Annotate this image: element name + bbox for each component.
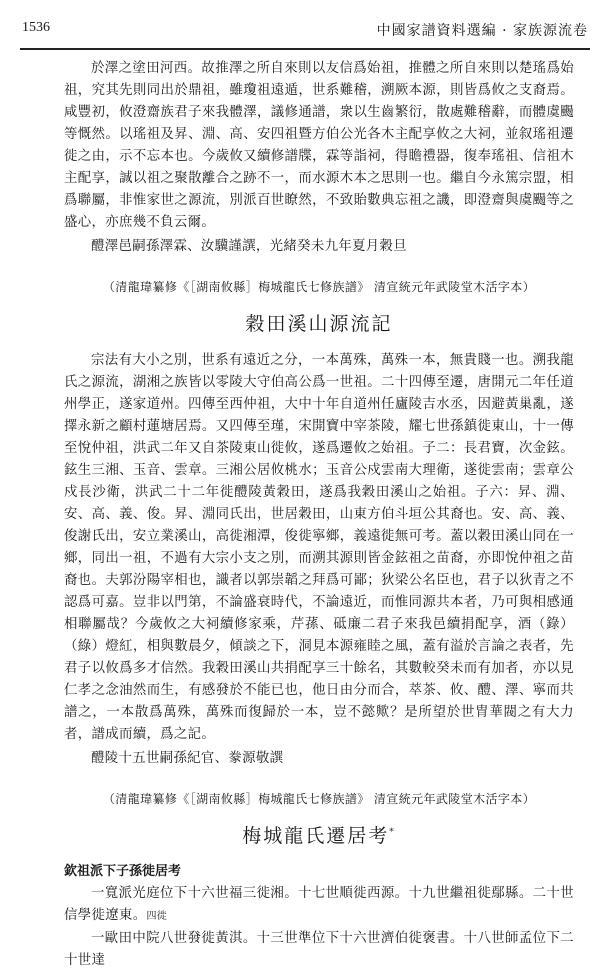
subheading: 欽祖派下子孫徙居考 [64, 864, 182, 879]
source-citation: （清龍瑋纂修《［湖南攸縣］梅城龍氏七修族譜》 清宣統元年武陵堂木活字本） [102, 280, 536, 294]
inline-note: 四徙 [146, 911, 168, 922]
page-header [20, 12, 590, 50]
section-title-text: 梅城龍氏遷居考 [242, 825, 390, 847]
page-body [64, 58, 574, 972]
paragraph: 於澤之塗田河西。故推澤之所自來則以友信爲始祖，推體之所自來則以楚瑤爲始祖，究其先則同出於鼎祖，雖瓊祖遠遁，世系難稽，溯厥本源，則皆爲攸之支裔焉。咸豐初，攸澄齋族君子來我體澤，議修通譜，衆以生齒繁衍，散處難稽辭，而體虞颺等慨然。以瑤祖及昇、淵、高、安四祖暨方伯公光各木主配享攸之大祠，並叙瑤祖遷徙之由，示不忘本也。今歲攸又續修譜牒，霖等詣祠，得瞻禮器，復奉瑤祖、信祖木主配享，誠以祖之聚散離合之跡不一，而水源木本之思則一也。繼自今永篤宗盟，相爲聯屬，非惟家世之源流，別派百世瞭然，不致貽數典忘祖之譏，即澄齋與虞颺等之盛心，亦庶幾不負云爾。 [64, 61, 574, 230]
author-signature: 醴澤邑嗣孫澤霖、汝驥謹譔，光緒癸未九年夏月穀旦 [91, 239, 408, 254]
footnote-mark: * [389, 827, 396, 838]
list-item-text: 一寬派光庭位下十六世福三徙湘。十七世順徙西源。十九世繼祖徙鄢縣。二十世信學徙遼東。 [64, 886, 574, 923]
page-number: 1536 [22, 20, 50, 35]
list-item: 一歐田中院八世發徙黃淇。十三世準位下十六世濟伯徙褒書。十八世師孟位下二十世達 [64, 931, 574, 968]
section-title [64, 821, 574, 848]
author-signature: 醴陵十五世嗣孫紀官、豢源敬譔 [91, 751, 284, 766]
paragraph: 宗法有大小之別，世系有遠近之分，一本萬殊，萬殊一本，無貴賤一也。溯我龍氏之源流，湖湘之族皆以零陵大守伯高公爲一世祖。二十四傳至遷，唐開元二年任道州學正，遂家道州。四傳至西仲祖，大中十年自道州任廬陵吉水丞，因避黃巢亂，遂擇永新之顧村蓮塘居焉。又四傳至瑾，宋開寶中宰茶陵，耀七世孫鎮徙東山，十一傳至悅仲祖，洪武二年又自茶陵東山徙攸，遂爲遷攸之始祖。子二：長君寶，次金鉉。鉉生三湘、玉音、雲章。三湘公居攸桃水；玉音公戍雲南大理衛，遂徙雲南；雲章公戍長沙衛，洪武二十二年徙醴陵黃穀田，遂爲我穀田溪山之始祖。子六：昇、淵、安、高、義、俊。昇、淵同氏出，世居穀田，山東方伯斗垣公其裔也。安、高、義、俊謝氏出，安立業溪山，高徙湘潭，俊徙寧鄉，義遠徙無可考。蓋以穀田溪山同在一鄉，同出一祖，不過有大宗小支之別，而溯其源則皆金鉉祖之苗裔，亦即悅仲祖之苗裔也。夫郭汾陽宰相也，識者以郭崇韜之拜爲可鄙；狄梁公名臣也，君子以狄青之不認爲可嘉。豈非以門第，不論盛衰時代，不論遠近，而惟同源共本者，乃可與相感通相聯屬哉？今歲攸之大祠續修家乘，芹蓀、砥廉二君子來我邑續捐配享，酒（錄）（綠）燈紅，相與數晨夕，傾談之下，洞見本源雍睦之風，蓋有溢於言論之表者，先君子以攸爲多才信然。我穀田溪山共捐配享三十餘名，其數較癸未而有加者，亦以見仁孝之念油然而生，有感發於不能已也，他日由分而合，萃茶、攸、醴、澤、寧而共譜之，一本散爲萬殊，萬殊而復歸於一本，豈不懿歟？是所望於世胄華閥之有大力者，譜成而續，爲之記。 [64, 353, 574, 742]
source-citation: （清龍瑋纂修《［湖南攸縣］梅城龍氏七修族譜》 清宣統元年武陵堂木活字本） [102, 792, 536, 806]
list-item [64, 883, 574, 928]
running-title: 中國家譜資料選編 · 家族源流卷 [376, 23, 588, 39]
section-title: 穀田溪山源流記 [245, 313, 393, 335]
